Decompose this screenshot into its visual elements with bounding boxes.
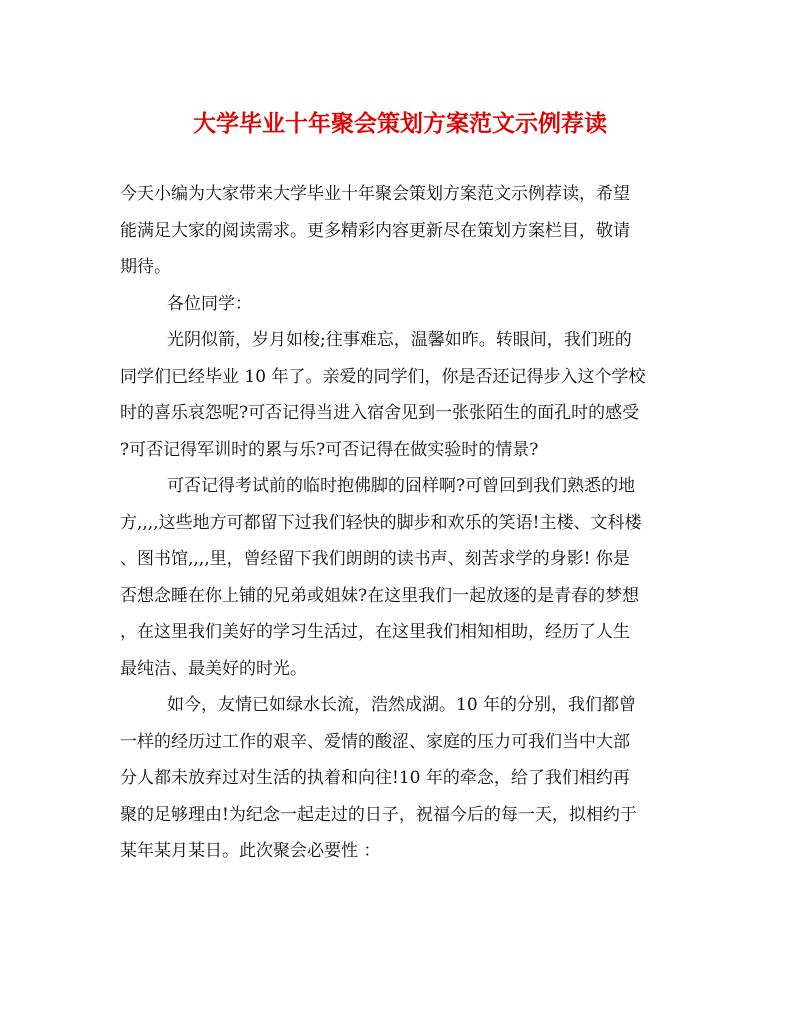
text-line: 分人都未放弃过对生活的执着和向往!10 年的牵念，给了我们相约再 (120, 768, 630, 788)
text-line: 可否记得考试前的临时抱佛脚的囧样啊?可曾回到我们熟悉的地 (167, 476, 636, 496)
document-body (120, 176, 682, 870)
text-line: 各位同学： (167, 293, 252, 314)
text-line: 最纯洁、最美好的时光。 (120, 658, 307, 679)
text-line: 今天小编为大家带来大学毕业十年聚会策划方案范文示例荐读，希望 (120, 184, 630, 204)
text-line: ?可否记得军训时的累与乐?可否记得在做实验时的情景? (120, 439, 539, 460)
text-line: 如今，友情已如绿水长流，浩然成湖。10 年的分别，我们都曾 (167, 695, 637, 715)
text-line: 聚的足够理由!为纪念一起走过的日子，祝福今后的每一天，拟相约于 (120, 804, 637, 825)
body-paragraph-2 (120, 468, 682, 687)
text-line: 否想念睡在你上铺的兄弟或姐妹?在这里我们一起放逐的是青春的梦想 (120, 585, 640, 606)
text-line: 一样的经历过工作的艰辛、爱情的酸涩、家庭的压力可我们当中大部 (120, 731, 630, 752)
text-line: 同学们已经毕业 10 年了。亲爱的同学们，你是否还记得步入这个学校 (120, 366, 646, 387)
text-line: 、图书馆,,,,里，曾经留下我们朗朗的读书声、刻苦求学的身影! 你是 (120, 549, 630, 569)
body-paragraph-1 (120, 322, 682, 468)
intro-paragraph (120, 176, 682, 286)
document-title: 大学毕业十年聚会策划方案范文示例荐读 (193, 110, 607, 137)
text-line: 方,,,,这些地方可都留下过我们轻快的脚步和欢乐的笑语!主楼、文科楼 (120, 512, 642, 533)
body-paragraph-3 (120, 687, 682, 870)
text-line: 光阴似箭，岁月如梭;往事难忘，温馨如昨。转眼间，我们班的 (167, 330, 632, 350)
text-line: 期待。 (120, 257, 171, 277)
greeting-paragraph (120, 286, 682, 323)
text-line: 时的喜乐哀怨呢?可否记得当进入宿舍见到一张张陌生的面孔时的感受 (120, 403, 640, 423)
text-line: ，在这里我们美好的学习生活过，在这里我们相知相助，经历了人生 (120, 622, 630, 642)
text-line: 能满足大家的阅读需求。更多精彩内容更新尽在策划方案栏目，敬请 (120, 220, 630, 241)
text-line: 某年某月某日。此次聚会必要性 ： (120, 841, 381, 861)
